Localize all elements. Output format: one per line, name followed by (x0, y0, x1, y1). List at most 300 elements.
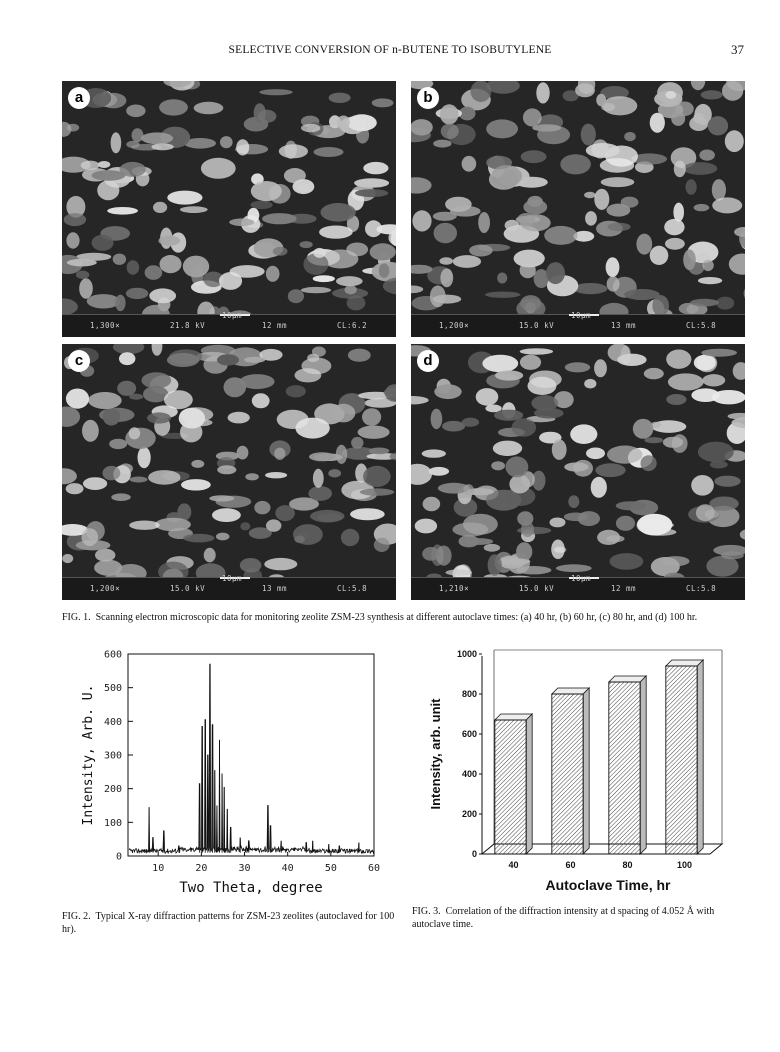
sem-crystal (103, 466, 121, 480)
sem-texture-image (62, 344, 396, 600)
scale-label: 10μm (571, 311, 592, 320)
sem-crystal (412, 210, 431, 231)
caption-text: Scanning electron microscopic data for monitoring zeolite ZSM-23 synthesis at different autoclave times: (a) 40 hr, (b) 60 hr, (c) 80 hr, and (d) 100 hr. (95, 612, 698, 623)
fig1-caption (62, 611, 746, 624)
sem-crystal (616, 516, 635, 531)
sem-crystal (552, 439, 567, 460)
sem-crystal (328, 469, 341, 477)
plot-frame (128, 654, 374, 856)
sem-crystal (321, 203, 356, 222)
sem-crystal (671, 111, 685, 126)
sem-crystal (204, 548, 216, 563)
sem-crystal (708, 116, 728, 135)
sem-crystal (109, 439, 127, 449)
sem-crystal (313, 275, 335, 282)
sem-crystal (64, 213, 86, 226)
sem-crystal (686, 179, 697, 195)
sem-crystal (509, 475, 530, 494)
sem-crystal (608, 344, 630, 362)
sem-crystal (336, 445, 347, 464)
sem-crystal (607, 446, 642, 464)
sem-crystal (103, 408, 120, 426)
sem-crystal (264, 558, 297, 570)
sem-crystal (445, 569, 472, 575)
sem-crystal (332, 404, 356, 423)
sem-crystal (624, 132, 636, 141)
sem-crystal (662, 556, 690, 566)
contrast-level: CL:5.8 (686, 321, 717, 330)
sem-crystal (329, 93, 351, 103)
micrograph-panel-a (62, 81, 396, 337)
sem-crystal (273, 247, 288, 256)
sem-crystal (431, 409, 443, 430)
sem-crystal (76, 271, 89, 279)
voltage: 21.8 kV (170, 321, 206, 330)
x-axis-label: Autoclave Time, hr (545, 877, 671, 893)
sem-crystal (602, 96, 637, 115)
sem-crystal (262, 213, 297, 224)
sem-crystal (350, 508, 385, 520)
sem-crystal (411, 119, 433, 135)
sem-crystal (694, 355, 716, 371)
sem-crystal (469, 245, 493, 257)
sem-crystal (597, 530, 620, 545)
y-tick-label: 200 (103, 784, 122, 796)
sem-crystal (266, 266, 280, 282)
sem-crystal (668, 373, 704, 390)
sem-crystal (216, 533, 230, 541)
sem-crystal (536, 82, 549, 103)
caption-lead: FIG. 1. (62, 612, 91, 623)
sem-crystal (683, 249, 696, 270)
working-distance: 12 mm (611, 584, 637, 593)
sem-crystal (362, 408, 381, 426)
sem-crystal (79, 278, 93, 299)
x-tick-label: 30 (238, 863, 251, 874)
y-tick-label: 200 (461, 809, 477, 819)
x-tick-label: 50 (324, 863, 337, 874)
page-number: 37 (731, 42, 744, 57)
sem-crystal (462, 418, 479, 427)
panel-label: b (417, 87, 439, 109)
sem-crystal (160, 255, 182, 273)
caption-text: Correlation of the diffraction intensity at d spacing of 4.052 Å with autoclave time. (412, 906, 715, 930)
sem-crystal (274, 448, 285, 460)
bar (552, 694, 583, 854)
sem-crystal (313, 469, 324, 488)
magnification: 1,210× (439, 584, 470, 593)
sem-crystal (497, 558, 530, 565)
bar-side (697, 660, 703, 854)
sem-crystal (119, 352, 135, 365)
sem-crystal (117, 381, 136, 396)
sem-crystal (650, 113, 665, 133)
micrograph-panel-c (62, 344, 396, 600)
sem-crystal (641, 455, 657, 471)
sem-crystal (550, 518, 566, 528)
sem-crystal (690, 299, 719, 307)
contrast-level: CL:5.8 (686, 584, 717, 593)
sem-crystal (126, 288, 148, 299)
sem-crystal (433, 140, 451, 148)
sem-crystal (358, 426, 390, 439)
sem-crystal (258, 110, 277, 123)
sem-crystal (650, 246, 669, 265)
sem-crystal (151, 143, 173, 150)
sem-crystal (149, 288, 176, 303)
magnification: 1,200× (439, 321, 470, 330)
sem-crystal (709, 497, 738, 511)
sem-crystal (301, 287, 331, 293)
sem-crystal (434, 384, 461, 399)
sem-crystal (295, 368, 322, 382)
sem-crystal (201, 158, 236, 179)
sem-crystal (244, 357, 265, 363)
running-head: SELECTIVE CONVERSION OF n-BUTENE TO ISOBUTYLENE (228, 44, 552, 56)
sem-crystal (126, 141, 139, 148)
sem-crystal (370, 243, 396, 260)
sem-crystal (98, 161, 110, 168)
sem-crystal (585, 211, 597, 226)
sem-crystal (560, 154, 591, 174)
caption-lead: FIG. 3. (412, 906, 441, 917)
sem-crystal (240, 374, 275, 389)
fig2-xrd-chart (68, 646, 398, 896)
sem-crystal (441, 124, 459, 139)
sem-crystal (497, 273, 507, 284)
sem-crystal (564, 513, 588, 522)
sem-crystal (66, 232, 79, 248)
bar (666, 666, 697, 854)
sem-crystal (129, 521, 160, 530)
y-axis-label: Intensity, arb. unit (428, 698, 443, 810)
caption-text: Typical X-ray diffraction patterns for ZSM-23 zeolites (autoclaved for 100 hr). (62, 911, 395, 935)
sem-crystal (644, 368, 664, 379)
bar (495, 720, 526, 854)
sem-crystal (575, 83, 595, 97)
y-tick-label: 600 (461, 729, 477, 739)
sem-databar (411, 311, 745, 337)
sem-crystal (633, 419, 654, 439)
sem-crystal (300, 241, 313, 248)
sem-crystal (701, 349, 737, 357)
sem-crystal (145, 265, 163, 280)
sem-crystal (485, 292, 520, 298)
sem-crystal (442, 421, 465, 432)
sem-crystal (369, 448, 390, 455)
sem-crystal (423, 497, 441, 511)
sem-crystal (337, 116, 350, 130)
sem-crystal (445, 197, 472, 212)
sem-crystal (183, 534, 214, 543)
sem-crystal (568, 495, 579, 508)
sem-texture-image (62, 81, 396, 337)
sem-crystal (251, 201, 273, 209)
sem-crystal (520, 262, 536, 278)
sem-crystal (212, 508, 241, 522)
y-tick-label: 400 (461, 769, 477, 779)
sem-crystal (464, 484, 474, 495)
sem-crystal (673, 203, 684, 222)
y-tick-label: 800 (461, 689, 477, 699)
sem-crystal (309, 452, 335, 461)
sem-crystal (517, 213, 535, 227)
sem-crystal (66, 483, 84, 494)
sem-crystal (132, 128, 144, 142)
sem-crystal (164, 390, 193, 409)
sem-crystal (111, 493, 130, 501)
xrd-pattern-line (129, 664, 374, 853)
sem-crystal (551, 540, 565, 560)
sem-crystal (129, 427, 141, 439)
sem-crystal (155, 518, 191, 532)
sem-crystal (725, 130, 744, 152)
sem-crystal (465, 538, 493, 545)
sem-crystal (584, 192, 596, 198)
sem-crystal (506, 456, 529, 477)
sem-crystal (607, 204, 631, 217)
panel-label: d (417, 350, 439, 372)
sem-crystal (486, 119, 518, 138)
sem-crystal (714, 476, 740, 487)
sem-crystal (663, 437, 683, 448)
sem-crystal (683, 162, 717, 175)
fig3-caption (412, 905, 752, 931)
sem-crystal (236, 139, 249, 155)
sem-crystal (491, 461, 505, 470)
sem-crystal (556, 564, 592, 572)
sem-crystal (341, 529, 359, 546)
magnification: 1,300× (90, 321, 121, 330)
voltage: 15.0 kV (519, 584, 555, 593)
bar-side (640, 676, 646, 854)
sem-crystal (183, 256, 209, 278)
sem-crystal (463, 514, 498, 535)
sem-crystal (254, 501, 270, 514)
sem-crystal (701, 90, 723, 99)
sem-crystal (82, 420, 99, 442)
sem-crystal (462, 156, 477, 172)
sem-crystal (295, 418, 329, 439)
sem-crystal (293, 179, 315, 194)
sem-crystal (251, 181, 282, 201)
x-tick-label: 60 (565, 860, 576, 870)
sem-crystal (712, 390, 745, 404)
sem-crystal (252, 393, 270, 408)
sem-crystal (516, 542, 532, 561)
sem-crystal (570, 424, 597, 444)
y-tick-label: 0 (115, 851, 122, 863)
sem-crystal (488, 554, 502, 576)
sem-crystal (712, 197, 742, 213)
sem-crystal (493, 441, 522, 456)
sem-crystal (307, 354, 319, 362)
sem-crystal (245, 473, 259, 480)
sem-crystal (153, 202, 167, 213)
sem-crystal (584, 379, 596, 389)
sem-crystal (111, 132, 122, 153)
sem-crystal (113, 254, 126, 265)
sem-crystal (523, 108, 542, 126)
sem-crystal (279, 144, 308, 158)
sem-crystal (336, 276, 363, 286)
sem-crystal (694, 204, 710, 211)
sem-crystal (347, 114, 377, 131)
sem-crystal (301, 124, 320, 133)
x-tick-label: 100 (676, 860, 693, 870)
sem-crystal (665, 238, 685, 250)
sem-texture-image (411, 81, 745, 337)
sem-crystal (665, 91, 676, 99)
caption-lead: FIG. 2. (62, 911, 91, 922)
sem-crystal (581, 124, 596, 146)
sem-crystal (521, 150, 547, 163)
scale-label: 10μm (222, 574, 243, 583)
sem-crystal (716, 297, 734, 310)
sem-crystal (141, 132, 173, 144)
sem-crystal (167, 353, 199, 367)
sem-crystal (351, 437, 363, 449)
sem-crystal (319, 226, 353, 239)
sem-crystal (265, 472, 287, 478)
bar-side (583, 688, 589, 854)
sem-crystal (228, 412, 250, 424)
sem-crystal (126, 105, 145, 118)
sem-crystal (87, 294, 120, 308)
sem-crystal (379, 263, 390, 278)
sem-crystal (516, 566, 552, 574)
sem-crystal (348, 349, 371, 362)
sem-crystal (512, 418, 537, 437)
sem-crystal (209, 495, 234, 501)
sem-crystal (217, 354, 239, 365)
voltage: 15.0 kV (519, 321, 555, 330)
sem-crystal (430, 285, 446, 307)
sem-crystal (624, 289, 659, 300)
sem-crystal (594, 359, 607, 377)
sem-databar (62, 574, 396, 600)
working-distance: 13 mm (611, 321, 637, 330)
sem-crystal (422, 547, 439, 561)
sem-crystal (83, 477, 107, 490)
y-tick-label: 500 (103, 683, 122, 695)
x-tick-label: 40 (281, 863, 294, 874)
sem-crystal (95, 549, 115, 562)
sem-databar (62, 311, 396, 337)
sem-crystal (62, 554, 73, 563)
sem-crystal (194, 102, 224, 114)
scale-label: 10μm (571, 574, 592, 583)
sem-crystal (616, 501, 646, 510)
x-tick-label: 60 (367, 863, 381, 874)
sem-crystal (363, 162, 388, 174)
sem-crystal (476, 388, 499, 406)
contrast-level: CL:6.2 (337, 321, 368, 330)
sem-crystal (666, 350, 691, 369)
sem-crystal (666, 394, 686, 405)
sem-crystal (130, 477, 148, 483)
sem-crystal (721, 551, 744, 559)
sem-crystal (594, 189, 609, 210)
magnification: 1,200× (90, 584, 121, 593)
sem-crystal (699, 150, 715, 161)
sem-crystal (495, 370, 523, 380)
bar-side (526, 714, 532, 854)
sem-crystal (440, 268, 453, 287)
sem-crystal (482, 355, 518, 373)
scale-label: 10μm (222, 311, 243, 320)
sem-crystal (529, 371, 562, 388)
y-tick-label: 600 (103, 649, 122, 661)
fig3-bar-chart (418, 646, 758, 896)
sem-crystal (664, 219, 684, 235)
sem-crystal (440, 104, 459, 124)
sem-crystal (220, 136, 233, 148)
y-tick-label: 1000 (456, 649, 477, 659)
y-tick-label: 300 (103, 750, 122, 762)
sem-crystal (120, 162, 146, 177)
sem-crystal (313, 248, 326, 258)
sem-crystal (310, 510, 344, 523)
sem-crystal (532, 124, 561, 131)
sem-crystal (546, 262, 565, 284)
sem-crystal (422, 449, 446, 457)
sem-crystal (606, 257, 620, 277)
fig2-caption (62, 910, 402, 936)
sem-crystal (308, 486, 332, 501)
sem-crystal (586, 143, 620, 158)
sem-crystal (219, 272, 242, 290)
sem-crystal (702, 374, 725, 386)
panel-label: a (68, 87, 90, 109)
sem-crystal (82, 528, 99, 546)
sem-crystal (127, 260, 140, 275)
working-distance: 13 mm (262, 584, 288, 593)
sem-crystal (698, 442, 734, 463)
x-axis-label: Two Theta, degree (179, 880, 323, 896)
sem-crystal (610, 553, 644, 570)
sem-crystal (698, 277, 722, 284)
sem-crystal (355, 189, 388, 197)
y-tick-label: 0 (471, 849, 477, 859)
sem-crystal (439, 257, 453, 265)
sem-crystal (636, 234, 652, 255)
sem-crystal (520, 348, 553, 354)
sem-crystal (147, 412, 171, 423)
sem-crystal (97, 180, 119, 200)
contrast-level: CL:5.8 (337, 584, 368, 593)
voltage: 15.0 kV (170, 584, 206, 593)
sem-crystal (565, 362, 590, 372)
sem-crystal (314, 147, 344, 157)
sem-crystal (81, 161, 100, 170)
sem-crystal (288, 289, 304, 303)
sem-crystal (159, 99, 188, 115)
sem-crystal (107, 207, 138, 215)
sem-crystal (158, 236, 180, 246)
sem-crystal (88, 392, 122, 409)
sem-crystal (722, 81, 743, 101)
sem-crystal (637, 514, 672, 536)
sem-crystal (520, 355, 541, 370)
panel-label: c (68, 350, 90, 372)
sem-crystal (607, 223, 630, 231)
y-tick-label: 100 (103, 817, 122, 829)
sem-crystal (180, 422, 202, 443)
sem-crystal (591, 477, 607, 498)
sem-databar (411, 574, 745, 600)
sem-crystal (573, 283, 607, 294)
